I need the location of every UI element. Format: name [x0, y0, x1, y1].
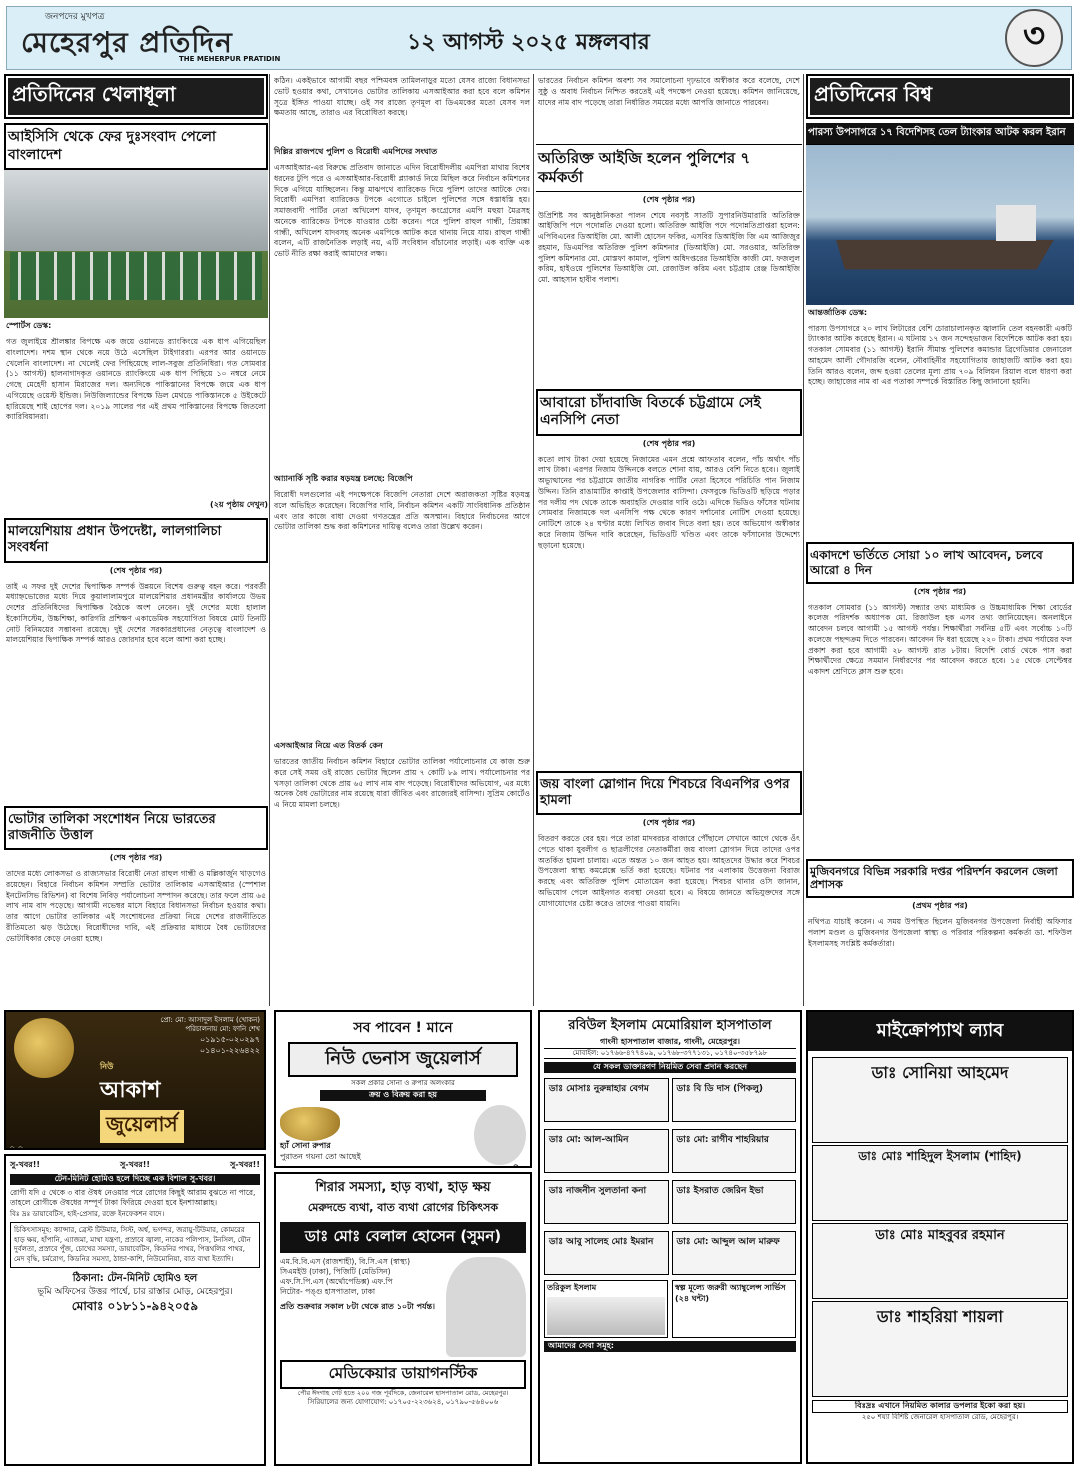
ambulance-service: স্বল্প মূল্যে জরুরী অ্যাম্বুলেন্স সার্ভিস (২৪ ঘন্টা)	[672, 1280, 796, 1338]
medicare-title-1: শিরার সমস্যা, হাড় ব্যথা, হাড় ক্ষয়	[315, 1180, 491, 1195]
lab-doctor: ডাঃ মোঃ শাহিদুল ইসলাম (শাহিদ)	[812, 1145, 1068, 1221]
doctor-card: ডাঃ মো: আব্দুল আল মারুফ	[672, 1231, 797, 1275]
visiting-time: প্রতি শুক্রবার সকাল ৮টা থেকে রাত ১০টা পর্যন্ত।	[280, 1301, 435, 1311]
lab-doctor: ডাঃ মোঃ মাহবুবর রহমান	[812, 1223, 1068, 1299]
article-body: ভারতের নির্বাচন কমিশন অবশ্য সব সমালোচনা দৃঢ়ভাবে অস্বীকার করে বলেছে, দেশে সুষ্ঠু ও অবাধ নির্বাচন নিশ্চিত করতেই এই পদক্ষেপ নেওয়া হয়েছে। কমিশন জানিয়েছে, যাদের নাম বাদ পড়েছে তারা নির্ধারিত সময়ের মধ্যে আপত্তি জানাতে পারবেন।	[538, 76, 800, 107]
ad-line: ক্রয় ও বিক্রয় করা হয়	[320, 1090, 486, 1101]
continued-note: (শেষ পৃষ্ঠার পর)	[109, 565, 163, 575]
article-subheading: দিল্লির রাজপথে পুলিশ ও বিরোধী এমপিদের সংঘাত	[274, 147, 438, 156]
ad-robiul-hospital[interactable]	[538, 1010, 802, 1464]
doctor-card: ডাঃ মো: আল-আমিন	[544, 1129, 669, 1173]
article-body: তাই এ সফর দুই দেশের দ্বিপাক্ষিক সম্পর্ক উন্নয়নে বিশেষ গুরুত্ব বহন করে। পরবর্তী মধ্যাহ্নভোজের মধ্যে দিয়ে কুয়ালালামপুরে মালয়েশিয়ার প্রধানমন্ত্রীর কার্যালয়ে উভয় দেশের প্রতিনিধিদের দ্বিপাক্ষিক বৈঠকে অংশ নেবেন। দুই দেশের মধ্যে হালাল ইকোসিস্টেম, উচ্চশিক্ষা, কারিগরি প্রশিক্ষণ একাডেমিক সহযোগিতা বিষয়ে মোট তিনটি নোট বিনিময়ের সম্ভাবনা রয়েছে। দুই দেশের সরকারপ্রধানের নেতৃত্বে বাংলাদেশ ও মালয়েশিয়ার দ্বিপাক্ষিক সম্পর্ক আরও জোরদার হবে বলে আশা করা হচ্ছে।	[6, 581, 266, 645]
article-headline[interactable]: পারস্য উপসাগরে ১৭ বিদেশিসহ তেল ট্যাংকার আটক করল ইরান	[806, 123, 1074, 145]
ad-phone: ০১৯১৫-০২০২৯৭	[199, 1034, 260, 1044]
column-world	[806, 74, 1074, 963]
article-body: তাদের মধ্যে লোকসভা ও রাজ্যসভার বিরোধী নেতা রাহুল গান্ধী ও মল্লিকার্জুন খাড়গেও রয়েছেন। বিহারে নির্বাচন কমিশন সম্প্রতি ভোটার তালিকায় এসআইআর (স্পেশাল ইনটেনসিভ রিভিশন) বা বিশেষ নিবিড় পর্যালোচনা সম্পাদন করেছে। তার ফলে প্রায় ৬৫ লাখ নাম বাদ পড়েছে। আগামী নভেম্বর মাসে বিহারে বিধানসভা নির্বাচন হওয়ার কথা। তার আগে ভোটার তালিকার এই সংশোধনের প্রক্রিয়া নিয়ে দেশের রাজনীতিতে রীতিমতো ঝড় উঠেছে। বিরোধীদের দাবি, এই প্রক্রিয়ার মাধ্যমে বৈধ ভোটারদের ভোটাধিকার কেড়ে নেওয়া হচ্ছে।	[6, 869, 266, 943]
homeo-address-title: ঠিকানা: টেন-মিনিট হোমিও হল	[72, 1273, 198, 1285]
column-divider	[803, 74, 804, 1006]
homeo-phone: মোবাঃ ০১৮১১-৯৪২০৫৯	[71, 1298, 199, 1313]
column-divider	[533, 74, 534, 1006]
homeo-body: রোগী যদি ৫ থেকে ৩ বার ঔষধ নেওয়ার পরে রোগের কিছুই আরাম বুঝতে না পারে, তাহলে রোগীকে ঔষধের সম্পূর্ণ টাকা ফিরিয়ে দেওয়া হবে ইনশাআল্লাহ।	[10, 1187, 256, 1207]
tarikul-name: তরিকুল ইসলাম	[547, 1283, 597, 1293]
newspaper-title: মেহেরপুর প্রতিদিন	[21, 26, 233, 59]
medicare-title-2: মেরুদন্ডে ব্যথা, বাত ব্যথা রোগের চিকিৎসক	[307, 1201, 499, 1214]
continued-note: (শেষ পৃষ্ঠার পর)	[642, 194, 696, 204]
column-india-politics	[272, 74, 532, 995]
article-body: বিরোধী দলগুলোর এই পদক্ষেপকে বিজেপি নেতারা দেশে অরাজকতা সৃষ্টির ষড়যন্ত্র বলে অভিহিত করেছেন। বিজেপির দাবি, নির্বাচন কমিশন একটি সাংবিধানিক প্রতিষ্ঠান এবং তার কাজে বাধা দেওয়া গণতন্ত্রের প্রতি অসম্মান। বিহারে নির্বাচনের আগে ভোটার তালিকা শুদ্ধ করা কমিশনের দায়িত্ব বলেও তারা উল্লেখ করেন।	[274, 490, 530, 532]
good-news-label: সু-খবর!!	[229, 1160, 260, 1169]
ad-address-1	[10, 1147, 260, 1150]
masthead-tagline: জনপদের মুখপত্র	[45, 12, 105, 22]
article-body: উপ্রিশিষ্ট সব আনুষ্ঠানিকতা পালন শেষে নবসৃষ্ট সাতটি সুপারনিউমারারি অতিরিক্ত আইজিপি পদে পদোন্নতি দেওয়া হলো। অতিরিক্ত আইজি পদে পদোন্নতিপ্রাপ্তরা হলেন: এপিবিএনের ডিআইজি মো. আলী হোসেন ফকির, এসবির ডিআইজি জি এম আজিজুর রহমান, ডিএমপির অতিরিক্ত পুলিশ কমিশনার (ডিআইজি) মো. সরওয়ার, অতিরিক্ত পুলিশ কমিশনার মো. মোস্তফা কামাল, পুলিশ অধিদপ্তরের ডিআইজি কাজী মো. ফজলুল করিম, হাইওয়ে পুলিশের ডিআইজি মো. রেজাউল করিম এবং চট্টগ্রাম রেঞ্জ ডিআইজি মো. আহসান হাবীব পলাশ।	[538, 210, 800, 285]
article-body: পারস্য উপসাগরে ২০ লাখ লিটারের বেশি চোরাচালানকৃত জ্বালানি তেল বহনকারী একটি ট্যাংকার আটক করেছে ইরান। এ ঘটনায় ১৭ জন সন্দেহভাজন বিদেশিকে আটক করা হয়। গতকাল সোমবার (১১ আগস্ট) ইরানি সীমান্ত পুলিশের কমান্ডার ব্রিগেডিয়ার জেনারেল আহমেদ আলী গৌদারজি বলেন, নৌবাহিনীর সহযোগিতায় জাহাজটি আটক করা হয়। তিনি আরও বলেন, জব্দ হওয়া তেলের মূল্য প্রায় ৭০৯ বিলিয়ন রিয়াল বলে ধারণা করা হচ্ছে। জাহাজের নাম বা এর পতাকা সম্পর্কে বিস্তারিত কিছু জানানো হয়নি।	[808, 323, 1072, 387]
ad-owner	[280, 1165, 526, 1168]
doctor-card: ডাঃ নাজনীন সুলতানা কনা	[544, 1180, 669, 1224]
article-headline[interactable]: মালয়েশিয়ায় প্রধান উপদেষ্টা, লালগালিচা সংবর্ধনা	[4, 518, 268, 563]
newspaper-subtitle: THE MEHERPUR PRATIDIN	[179, 55, 281, 63]
medicare-center-name: মেডিকেয়ার ডায়াগনস্টিক	[280, 1360, 526, 1389]
column-sports	[4, 74, 268, 1042]
continued-note: (শেষ পৃষ্ঠার পর)	[913, 586, 967, 596]
article-body: নথিপত্র যাচাই করেন। এ সময় উপস্থিত ছিলেন মুজিবনগর উপজেলা নির্বাহী অফিসার পলাশ মণ্ডল ও মুজিবনগর উপজেলা স্বাস্থ্য ও পরিবার পরিকল্পনা কর্মকর্তা ডা. শফিউল ইসলামসহ সংশ্লিষ্ট কর্মকর্তারা।	[808, 917, 1072, 948]
gold-ring-image	[280, 1107, 340, 1141]
column-divider	[269, 74, 270, 1006]
article-headline[interactable]: আবারো চাঁদাবাজি বিতর্কে চট্টগ্রামে সেই এনসিপি নেতা	[536, 389, 802, 436]
article-body: ভারতের জাতীয় নির্বাচন কমিশন বিহারে ভোটার তালিকা পর্যালোচনার যে কাজ শুরু করে সেই সময় ওই রাজ্যে ভোটার ছিলেন প্রায় ৭ কোটি ৮৯ লাখ। পর্যালোচনার পর খসড়া তালিকা থেকে প্রায় ৬৫ লাখ নাম বাদ পড়েছে। বিরোধীদের অভিযোগ, এর মধ্যে অনেক বৈধ ভোটারের নাম রয়েছে যারা জীবিত এবং রাজ্যেরই বাসিন্দা। সুপ্রিম কোর্টেও এ নিয়ে মামলা চলছে।	[274, 757, 530, 810]
homeo-headline: টেন-মিনিট হোমিও হলে দিচ্ছে এক বিশাল সু-খবর।	[10, 1174, 260, 1185]
article-body: কঠিন। একইভাবে আগামী বছর পশ্চিমবঙ্গ তামিলনাড়ুর মতো যেসব রাজ্যে বিধানসভা ভোট হওয়ার কথা, সেখানেও ভোটার তালিকায় এসআইআর করা হবে বলে কমিশন সূত্রে ইঙ্গিত পাওয়া যাচ্ছে। ওই সব রাজ্যে তৃণমূল বা ডিএমকের মতো যেসব দল ক্ষমতায় আছে, তারাও এর বিরোধিতা করছে।	[274, 76, 530, 118]
doctor-card: ডাঃ বি ডি দাস (পিকলু)	[672, 1078, 797, 1122]
owner-photo	[474, 1105, 526, 1165]
cricket-team-photo	[4, 170, 268, 318]
doctor-card: ডাঃ মো: রাগীব শাহরিয়ার	[672, 1129, 797, 1173]
article-headline[interactable]: একাদশে ভর্তিতে সোয়া ১০ লাখ আবেদন, চলবে আরো ৪ দিন	[806, 542, 1074, 584]
article-subheading: এসআইআর নিয়ে এত বিতর্ক কেন	[274, 741, 383, 750]
section-banner-world: প্রতিদিনের বিশ্ব	[806, 74, 1074, 119]
tanker-ship-photo	[806, 145, 1074, 305]
doctor-degree: এম.বি.বি.এস (রাজশাহী), বি.সি.এস (স্বাস্থ্য)	[280, 1257, 410, 1266]
article-headline[interactable]: অতিরিক্ত আইজি হলেন পুলিশের ৭ কর্মকর্তা	[536, 144, 802, 192]
ad-akash-jewellers[interactable]	[4, 1010, 266, 1150]
ad-owner: প্রো: মো: আসাদুল ইসলাম (খোকন)	[160, 1016, 260, 1024]
ad-brand-name: আকাশ	[100, 1078, 161, 1104]
hospital-services-title: যে সকল ডাক্তারগণ নিয়মিত সেবা প্রদান করছেন	[544, 1062, 796, 1073]
doctor-degree: সিএমইউ (ঢাকা), পিজিটি (মেডিসিন)	[280, 1267, 391, 1277]
ad-venus-jewellers[interactable]	[274, 1010, 532, 1168]
lab-address: ২৫০ শয্যা বিশিষ্ট জেনারেল হাসপাতাল রোড, মেহেরপুর।	[861, 1412, 1019, 1421]
article-body: বিতরণ করতে বের হয়। পরে তারা মাদবরচর বাজারে পৌঁছালে সেখানে আগে থেকে ওঁৎ পেতে থাকা যুবলীগ ও ছাত্রলীগের নেতাকর্মীরা জয় বাংলা স্লোগান দিয়ে তাদের ওপর অতর্কিত হামলা চালায়। এতে অন্তত ১০ জন আহত হয়। আহতদের উদ্ধার করে শিবচর উপজেলা স্বাস্থ্য কমপ্লেক্সে ভর্তি করা হয়েছে। ঘটনার পর এলাকায় উত্তেজনা বিরাজ করছে এবং অতিরিক্ত পুলিশ মোতায়েন করা হয়েছে। শিবচর থানার ওসি জানান, অভিযোগ পেলে আইনগত ব্যবস্থা নেওয়া হবে। এ বিষয়ে জানতে অভিযুক্তদের সঙ্গে যোগাযোগের চেষ্টা করেও তাদের পাওয়া যায়নি।	[538, 834, 800, 908]
doctor-photo	[446, 1257, 526, 1357]
ad-tagline: সব পাবেন ! মানে	[353, 1020, 453, 1036]
masthead	[6, 6, 1072, 70]
section-banner-sports: প্রতিদিনের খেলাধূলা	[4, 74, 268, 119]
gold-necklace-image	[14, 1018, 74, 1078]
article-subheading: আ্যানার্কি সৃষ্টি করার ষড়যন্ত্র চলছে: বিজেপি	[274, 474, 413, 483]
article-byline: আন্তর্জাতিক ডেস্ক:	[808, 307, 868, 317]
doctor-degree: এফ.সি.পি.এস (অর্থোপেডিক্স) এফ.পি	[280, 1277, 393, 1287]
homeo-address: ভূমি অফিসের উত্তর পার্শ্বে, চার রাস্তার মোড়, মেহেরপুর।	[37, 1286, 233, 1297]
article-headline[interactable]: ভোটার তালিকা সংশোধন নিয়ে ভারতের রাজনীতি উত্তাল	[4, 806, 268, 851]
medicare-phone: সিরিয়ালের জন্য যোগাযোগ: ০১৭০৫-২২৩৬২৪, ০১৭৯০-৫৬৪০০৬	[307, 1397, 499, 1406]
page-number: ৩	[1005, 9, 1063, 67]
good-news-label: সু-খবর!!	[10, 1160, 41, 1169]
ad-ten-minute-homeo[interactable]	[4, 1154, 266, 1466]
ad-brand-name: নিউ ভেনাস জুয়েলার্স	[288, 1042, 518, 1077]
continued-note: (শেষ পৃষ্ঠার পর)	[642, 818, 696, 827]
ad-brand-new: নিউ	[100, 1062, 114, 1072]
ad-brand-name-2: জুয়েলার্স	[100, 1110, 184, 1143]
article-headline[interactable]: জয় বাংলা স্লোগান দিয়ে শিবচরে বিএনপির ওপর হামলা	[536, 771, 802, 816]
article-headline[interactable]: মুজিবনগরে বিভিন্ন সরকারি দপ্তর পরিদর্শন করলেন জেলা প্রশাসক	[806, 859, 1074, 899]
hospital-name: রবিউল ইসলাম মেমোরিয়াল হাসপাতাল	[568, 1018, 772, 1033]
article-byline: স্পোর্টস ডেস্ক:	[6, 321, 52, 330]
article-body: কতো লাখ টাকা দেয়া হয়েছে নিজামের এমন প্রশ্নে আফতাব বলেন, পাঁচ অর্থাৎ পাঁচ লাখ টাকা। এরপর নিজাম উদ্দিনকে বলতে শোনা যায়, আরও বেশি নিতে হবে।। জুলাই অভ্যুত্থানের পর চট্টগ্রামে জাতীয় নাগরিক পার্টির নেতা হিসেবে পরিচিতি পান নিজাম উদ্দিন। তিনি রাঙামাটির কাপ্তাই উপজেলার বাসিন্দা। ফেসবুকে ভিডিওটি ছড়িয়ে পড়ার পর দলীয় পদ থেকে তাকে অব্যাহতি দেওয়ার দাবি ওঠে। এদিকে ভিডিও ফাঁসের ঘটনায় সোমবার নিজামকে দল এনসিপি পক্ষ থেকে কারণ দর্শানোর নোটিশ দেওয়া হয়েছে। নোটিশে তাকে ২৪ ঘণ্টার মধ্যে লিখিত জবাব দিতে বলা হয়। তবে অভিযোগ অস্বীকার করে নিজাম উদ্দিন দাবি করেছেন, ভিডিওটি খণ্ডিত এবং তাকে ফাঁসানোর উদ্দেশ্যে ছড়ানো হয়েছে।	[538, 454, 800, 550]
column-national	[536, 74, 802, 1032]
article-body: গতকাল সোমবার (১১ আগস্ট) সন্ধ্যার তথ্য মাধ্যমিক ও উচ্চমাধ্যমিক শিক্ষা বোর্ডের কলেজ পরিদর্শক অধ্যাপক মো. রিজাউল হক এসব তথ্য জানিয়েছেন। অনলাইনে আবেদন চলবে আগামী ১৫ আগস্ট পর্যন্ত। শিক্ষার্থীরা সর্বনিম্ন ৫টি এবং সর্বোচ্চ ১০টি কলেজে পছন্দক্রম দিতে পারবেন। আবেদন ফি ধরা হয়েছে ২২০ টাকা। প্রথম পর্যায়ের ফল প্রকাশ করা হবে আগামী ২৮ আগস্ট রাত ৮টায়। বিদেশি বোর্ড থেকে পাস করা শিক্ষার্থীদের ক্ষেত্রে সমমান নির্ধারণের পর আবেদন করতে হবে। ১৫ থেকে সেপ্টেম্বর একাদশ শ্রেণিতে ক্লাস শুরু হবে।	[808, 602, 1072, 677]
continued-note: (২য় পৃষ্ঠায় দেখুন)	[210, 500, 268, 509]
doctor-card: ডাঃ ইসরাত জেরিন ইভা	[672, 1180, 797, 1224]
ad-medicare-diagnostic[interactable]	[274, 1172, 532, 1466]
doctor-degree: নিটোর- পঙ্গু হাসপাতাল, ঢাকা	[280, 1287, 376, 1297]
doctor-card: ডাঃ মোসাঃ নুরুন্নাহার বেগম	[544, 1078, 669, 1122]
hospital-address: গাংনী হাসপাতাল বাজার, গাংনী, মেহেরপুর।	[599, 1037, 741, 1046]
ad-micropath-lab[interactable]	[806, 1010, 1074, 1464]
lab-doctor: ডাঃ শাহরিয়া শায়লা	[812, 1301, 1068, 1397]
ad-phone: ০১৪০১-২২৬৪২২	[199, 1045, 260, 1055]
lab-name: মাইক্রোপ্যাথ ল্যাব	[808, 1012, 1072, 1051]
article-body: এসআইআর-এর বিরুদ্ধে প্রতিবাদ জানাতে এদিন বিরোধীদলীয় এমপিরা মাথায় বিশেষ ধরনের টুপি পরে ও এসআইআর-বিরোধী প্ল্যাকার্ড নিয়ে মিছিল করে নির্বাচন কমিশনের দিকে এগিয়ে যাচ্ছিলেন। কিন্তু মাঝপথে ব্যারিকেড দিয়ে পুলিশ তাদের আটকে দেয়। বিরোধী এমপিরা ব্যারিকেড টপকে এগোতে চাইলে পুলিশের সঙ্গে ধস্তাধস্তি হয়। সমাজবাদী পার্টির নেতা অখিলেশ যাদব, তৃণমূল কংগ্রেসের এমপি মহুয়া মৈত্রসহ অনেকে ব্যারিকেড টপকে যাওয়ার চেষ্টা করেন। পরে পুলিশ রাহুল গান্ধী, প্রিয়াঙ্কা গান্ধী, অখিলেশ যাদবসহ অনেক এমপিকে আটক করে থানায় নিয়ে যায়। রাহুল গান্ধী বলেন, এটি রাজনৈতিক লড়াই নয়, এটি সংবিধান বাঁচানোর লড়াই। এক ব্যক্তি এক ভোট নীতি রক্ষা করাই আমাদের লক্ষ্য।	[274, 163, 530, 259]
issue-date: ১২ আগস্ট ২০২৫ মঙ্গলবার	[407, 30, 650, 55]
continued-note: (শেষ পৃষ্ঠার পর)	[109, 853, 163, 862]
lab-doctor: ডাঃ সোনিয়া আহমেদ	[812, 1057, 1068, 1143]
ad-line: সকল প্রকার সোনা ও রুপার অলংকার	[351, 1079, 455, 1087]
homeo-note: বিঃ দ্রঃ ডায়াবেটিস, হাই-প্রেসার, রক্তে ইনফেকশন বাদে।	[10, 1209, 165, 1218]
article-headline[interactable]: আইসিসি থেকে ফের দুঃসংবাদ পেলো বাংলাদেশ	[4, 123, 268, 170]
medicare-doctor: ডাঃ মোঃ বেলাল হোসেন (সুমন)	[280, 1222, 526, 1253]
medicare-address: পৌর ঈদগাহ গেট হতে ২০০ গজ পূর্বদিকে, জেনারেল হাসপাতাল রোড, মেহেরপুর।	[297, 1389, 509, 1397]
our-services-title: আমাদের সেবা সমূহ:	[544, 1341, 796, 1352]
continued-note: (প্রথম পৃষ্ঠার পর)	[912, 901, 968, 910]
continued-note: (শেষ পৃষ্ঠার পর)	[642, 438, 696, 448]
good-news-label: সু-খবর!!	[119, 1160, 150, 1169]
homeo-treatments: চিকিৎসাসমূহ: ক্যান্সার, ব্রেস্ট টিউমার, সিস্ট, অর্শ্ব, ভগন্দর, জরায়ু-টিউমার, কোমরের হাড় ক্ষয়, হাঁপানি, এ্যাজমা, মাথা যন্ত্রণা, প্রস্রাবে জ্বালা, নাকের পলিপাস, টনসিল, যৌন দুর্বলতা, প্রস্রাবে পুঁজ, চোখের সমস্যা, ডায়াবেটিস, কিডনির পাথর, পিত্তথলির পাথর, মেদ বৃদ্ধি, চর্মরোগ, কিডনির সমস্যা, ঠান্ডা-কাশি, নিউমোনিয়া, বাত ব্যথা ইত্যাদি।	[10, 1222, 260, 1268]
ambulance-icon	[547, 1297, 665, 1335]
ad-gold-line: হ্যাঁ সোনা রুপার	[280, 1141, 331, 1151]
lab-note: বিঃদ্রঃ এখানে নিয়মিত কালার ডপলার ইকো করা হয়।	[812, 1400, 1068, 1413]
hospital-phone: মোবাইল: ০১৭৬৬-৪৭৭৪০৯, ০১৭৬৮-৩৭৭১৩১, ০১৭৪০-৩৫৮৭৯৮	[544, 1048, 796, 1059]
ad-owner-2: পরিচালনায় মো: ফানি শেখ	[185, 1025, 260, 1034]
ad-gold-line-2: পুরাতন গয়না তো আছেই	[280, 1152, 361, 1162]
doctor-card: ডাঃ আবু সালেহ মোঃ ইমরান	[544, 1231, 669, 1275]
article-body: গত জুলাইয়ে শ্রীলঙ্কার বিপক্ষে এক জয়ে ওয়ানডে র‍্যাংকিংয়ে এক ধাপ এগিয়েছিল বাংলাদেশ। দশম স্থান থেকে নয়ে উঠে এসেছিল টাইগাররা। এরপর আর ওয়ানডে খেলেনি বাংলাদেশ। না খেলেই ফের পিছিয়েছে লাল-সবুজ প্রতিনিধিরা। গত সোমবার (১১ আগস্ট) হালনাগাদকৃত ওয়ানডে র‍্যাংকিংয়ে এক ধাপ পিছিয়ে ১০ নম্বরে নেমে গেছে মেহেদী হাসান মিরাজের দল। অন্যদিকে পাকিস্তানের বিপক্ষে জয়ে এক ধাপ এগিয়েছে ওয়েস্ট ইন্ডিজ। নিউজিল্যান্ডের বিপক্ষে ডিল মেথডে পাকিস্তানকে ৫ উইকেটে হারিয়েছে শাই হোপের দল। ২০১৯ সালের পর এই প্রথম পাকিস্তানের বিপক্ষে জিতলো ক্যারিবিয়ানরা।	[6, 337, 266, 422]
